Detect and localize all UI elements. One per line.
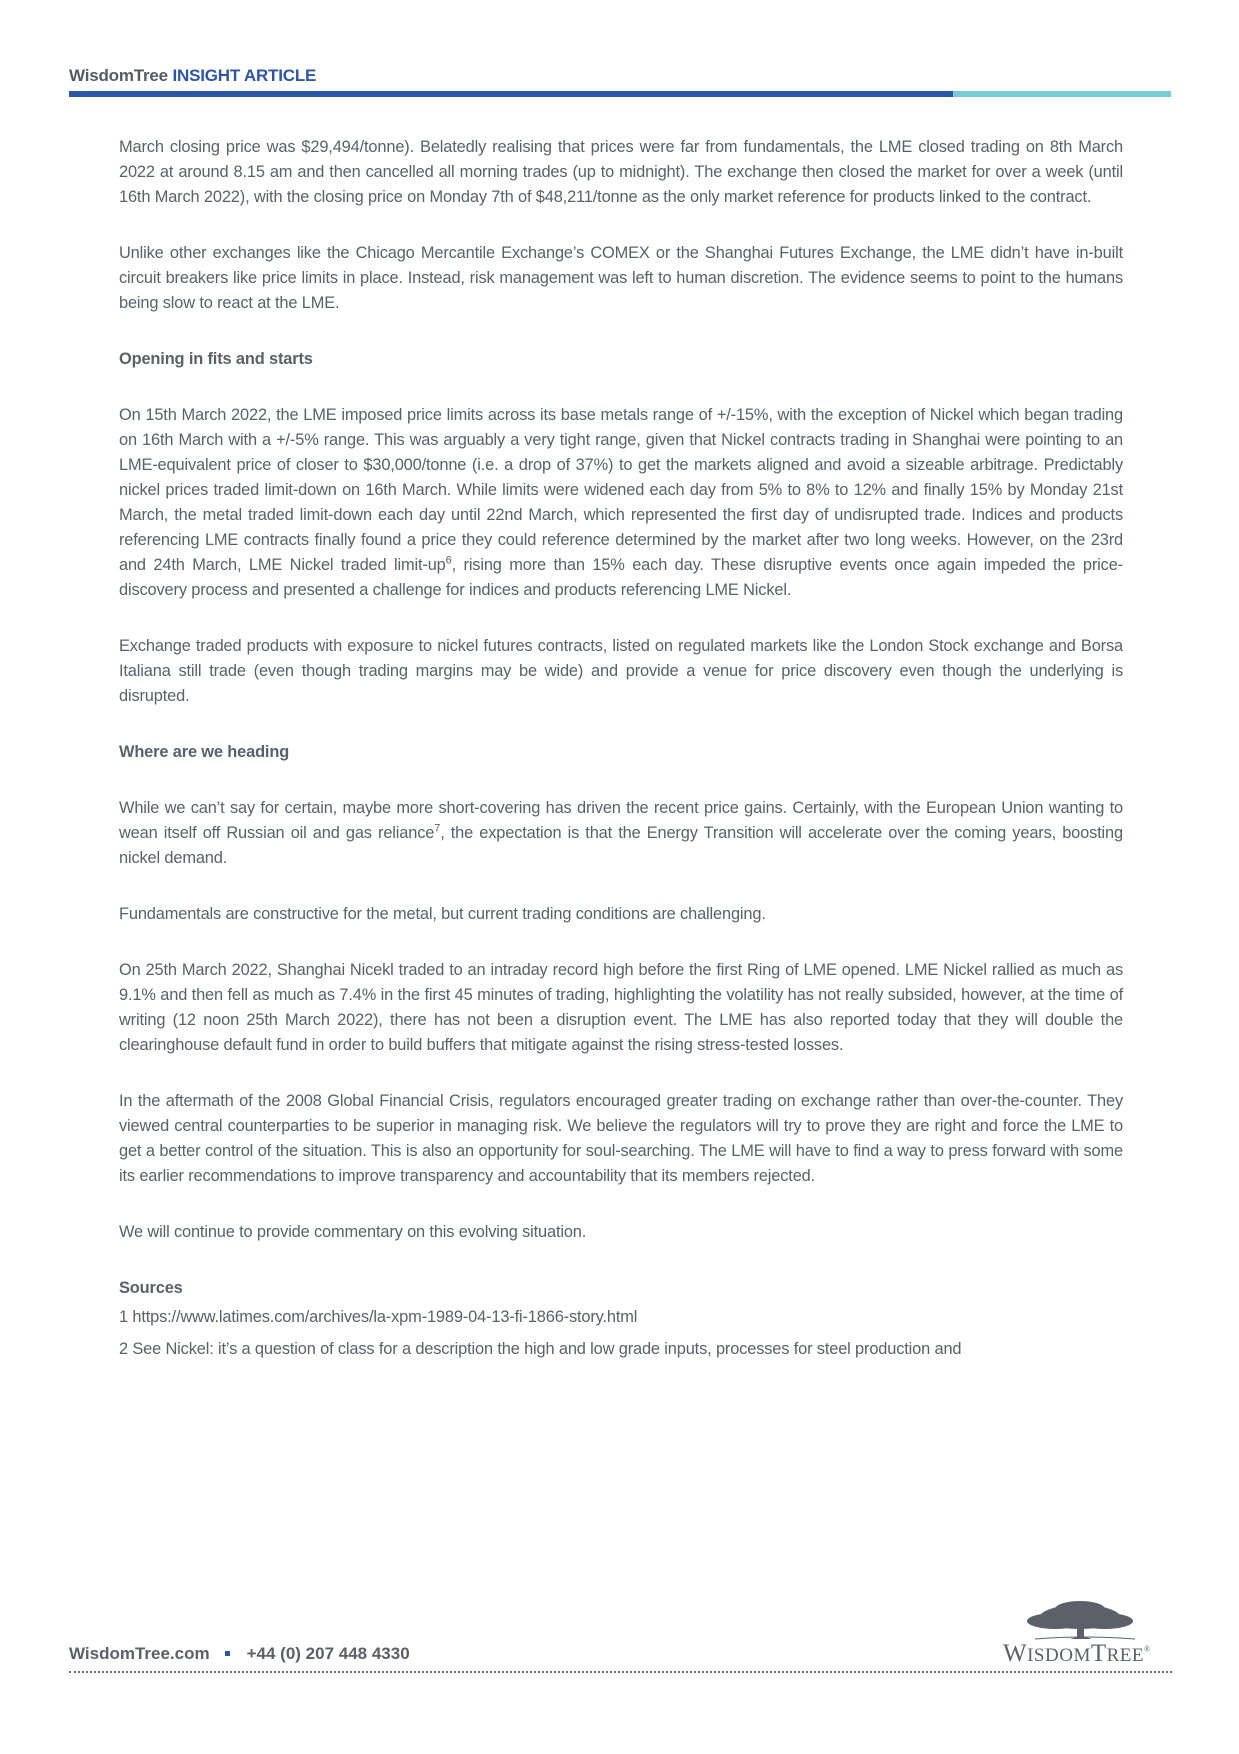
paragraph: Exchange traded products with exposure to nickel futures contracts, listed on regulated markets like the London Stock exchange and Borsa Italiana still trade (even though trading margins may be wide) and provide a venue for price discovery even though the underlying is disrupted. (119, 637, 1123, 705)
wordmark-part: T (1090, 1640, 1107, 1667)
section-heading: Where are we heading (119, 743, 290, 761)
footnote-ref: 7 (434, 822, 441, 835)
sources-heading: Sources (119, 1279, 183, 1297)
paragraph: On 25th March 2022, Shanghai Nicekl traded to an intraday record high before the first Ring of LME opened. LME Nickel rallied as much as 9.1% and then fell as much as 7.4% in the first 45 minutes of trading, highlighting the volatility has not really subsided, however, at the time of writing (12 noon 25th March 2022), there has not been a disruption event. The LME has also reported today that they will double the clearinghouse default fund in order to build buffers that mitigate against the rising stress-tested losses. (119, 961, 1123, 1054)
paragraph: We will continue to provide commentary on this evolving situation. (119, 1223, 587, 1241)
paragraph-text: , the expectation is that the Energy Transition will accelerate over the coming years, boosting nickel demand. (119, 824, 1123, 867)
document-header (69, 66, 316, 86)
paragraph: In the aftermath of the 2008 Global Financial Crisis, regulators encouraged greater trading on exchange rather than over-the-counter. They viewed central counterparties to be superior in managing risk. We believe the regulators will try to prove they are right and force the LME to get a better control of the situation. This is also an opportunity for soul-searching. The LME will have to find a way to press forward with some its earlier recommendations to improve transparency and accountability that its members rejected. (119, 1092, 1123, 1185)
wordmark-part: ISDOM (1027, 1645, 1091, 1666)
article-body (119, 135, 1123, 1365)
section-heading: Opening in fits and starts (119, 350, 313, 368)
header-rule-blue (69, 91, 953, 97)
wisdomtree-wordmark (1003, 1640, 1151, 1668)
paragraph: Unlike other exchanges like the Chicago Mercantile Exchange’s COMEX or the Shanghai Futures Exchange, the LME didn’t have in-built circuit breakers like price limits in place. Instead, risk management was left to human discretion. The evidence seems to point to the humans being slow to react at the LME. (119, 244, 1123, 312)
paragraph: March closing price was $29,494/tonne). Belatedly realising that prices were far from fundamentals, the LME closed trading on 8th March 2022 at around 8.15 am and then cancelled all morning trades (up to midnight). The exchange then closed the market for over a week (until 16th March 2022), with the closing price on Monday 7th of $48,211/tonne as the only market reference for products linked to the contract. (119, 138, 1123, 206)
registered-mark: ® (1144, 1644, 1151, 1654)
paragraph-text: While we can’t say for certain, maybe more short-covering has driven the recent price gains. Certainly, with the European Union wanting to wean itself off Russian oil and gas reliance (119, 799, 1123, 842)
source-item[interactable]: 1 https://www.latimes.com/archives/la-xpm-1989-04-13-fi-1866-story.html (119, 1308, 638, 1326)
separator-square-icon (225, 1651, 230, 1656)
paragraph (119, 403, 1123, 603)
wordmark-part: W (1003, 1640, 1028, 1667)
wordmark-part: REE (1106, 1645, 1145, 1666)
footer-website-link[interactable]: WisdomTree.com (69, 1644, 210, 1663)
source-item: 2 See Nickel: it’s a question of class for a description the high and low grade inputs, processes for steel production and (119, 1340, 962, 1358)
footer-contact (69, 1644, 410, 1664)
footnote-ref: 6 (445, 554, 452, 567)
header-brand: WisdomTree (69, 66, 168, 85)
paragraph (119, 796, 1123, 871)
header-rule-teal (953, 91, 1171, 97)
paragraph-text: , rising more than 15% each day. These disruptive events once again impeded the price-discovery process and presented a challenge for indices and products referencing LME Nickel. (119, 556, 1123, 599)
paragraph: Fundamentals are constructive for the metal, but current trading conditions are challenging. (119, 905, 766, 923)
footer-dotted-rule (69, 1671, 1172, 1673)
header-article-type: INSIGHT ARTICLE (172, 66, 317, 85)
footer-phone: +44 (0) 207 448 4330 (246, 1644, 410, 1663)
paragraph-text: On 15th March 2022, the LME imposed price limits across its base metals range of +/-15%, with the exception of Nickel which began trading on 16th March with a +/-5% range. This was arguably a very tight range, given that Nickel contracts trading in Shanghai were pointing to an LME-equivalent price of closer to $30,000/tonne (i.e. a drop of 37%) to get the markets aligned and avoid a sizeable arbitrage. Predictably nickel prices traded limit-down on 16th March. While limits were widened each day from 5% to 8% to 12% and finally 15% by Monday 21st March, the metal traded limit-down each day until 22nd March, which represented the first day of undisrupted trade. Indices and products referencing LME contracts finally found a price they could reference determined by the market after two long weeks. However, on the 23rd and 24th March, LME Nickel traded limit-up (119, 406, 1123, 574)
